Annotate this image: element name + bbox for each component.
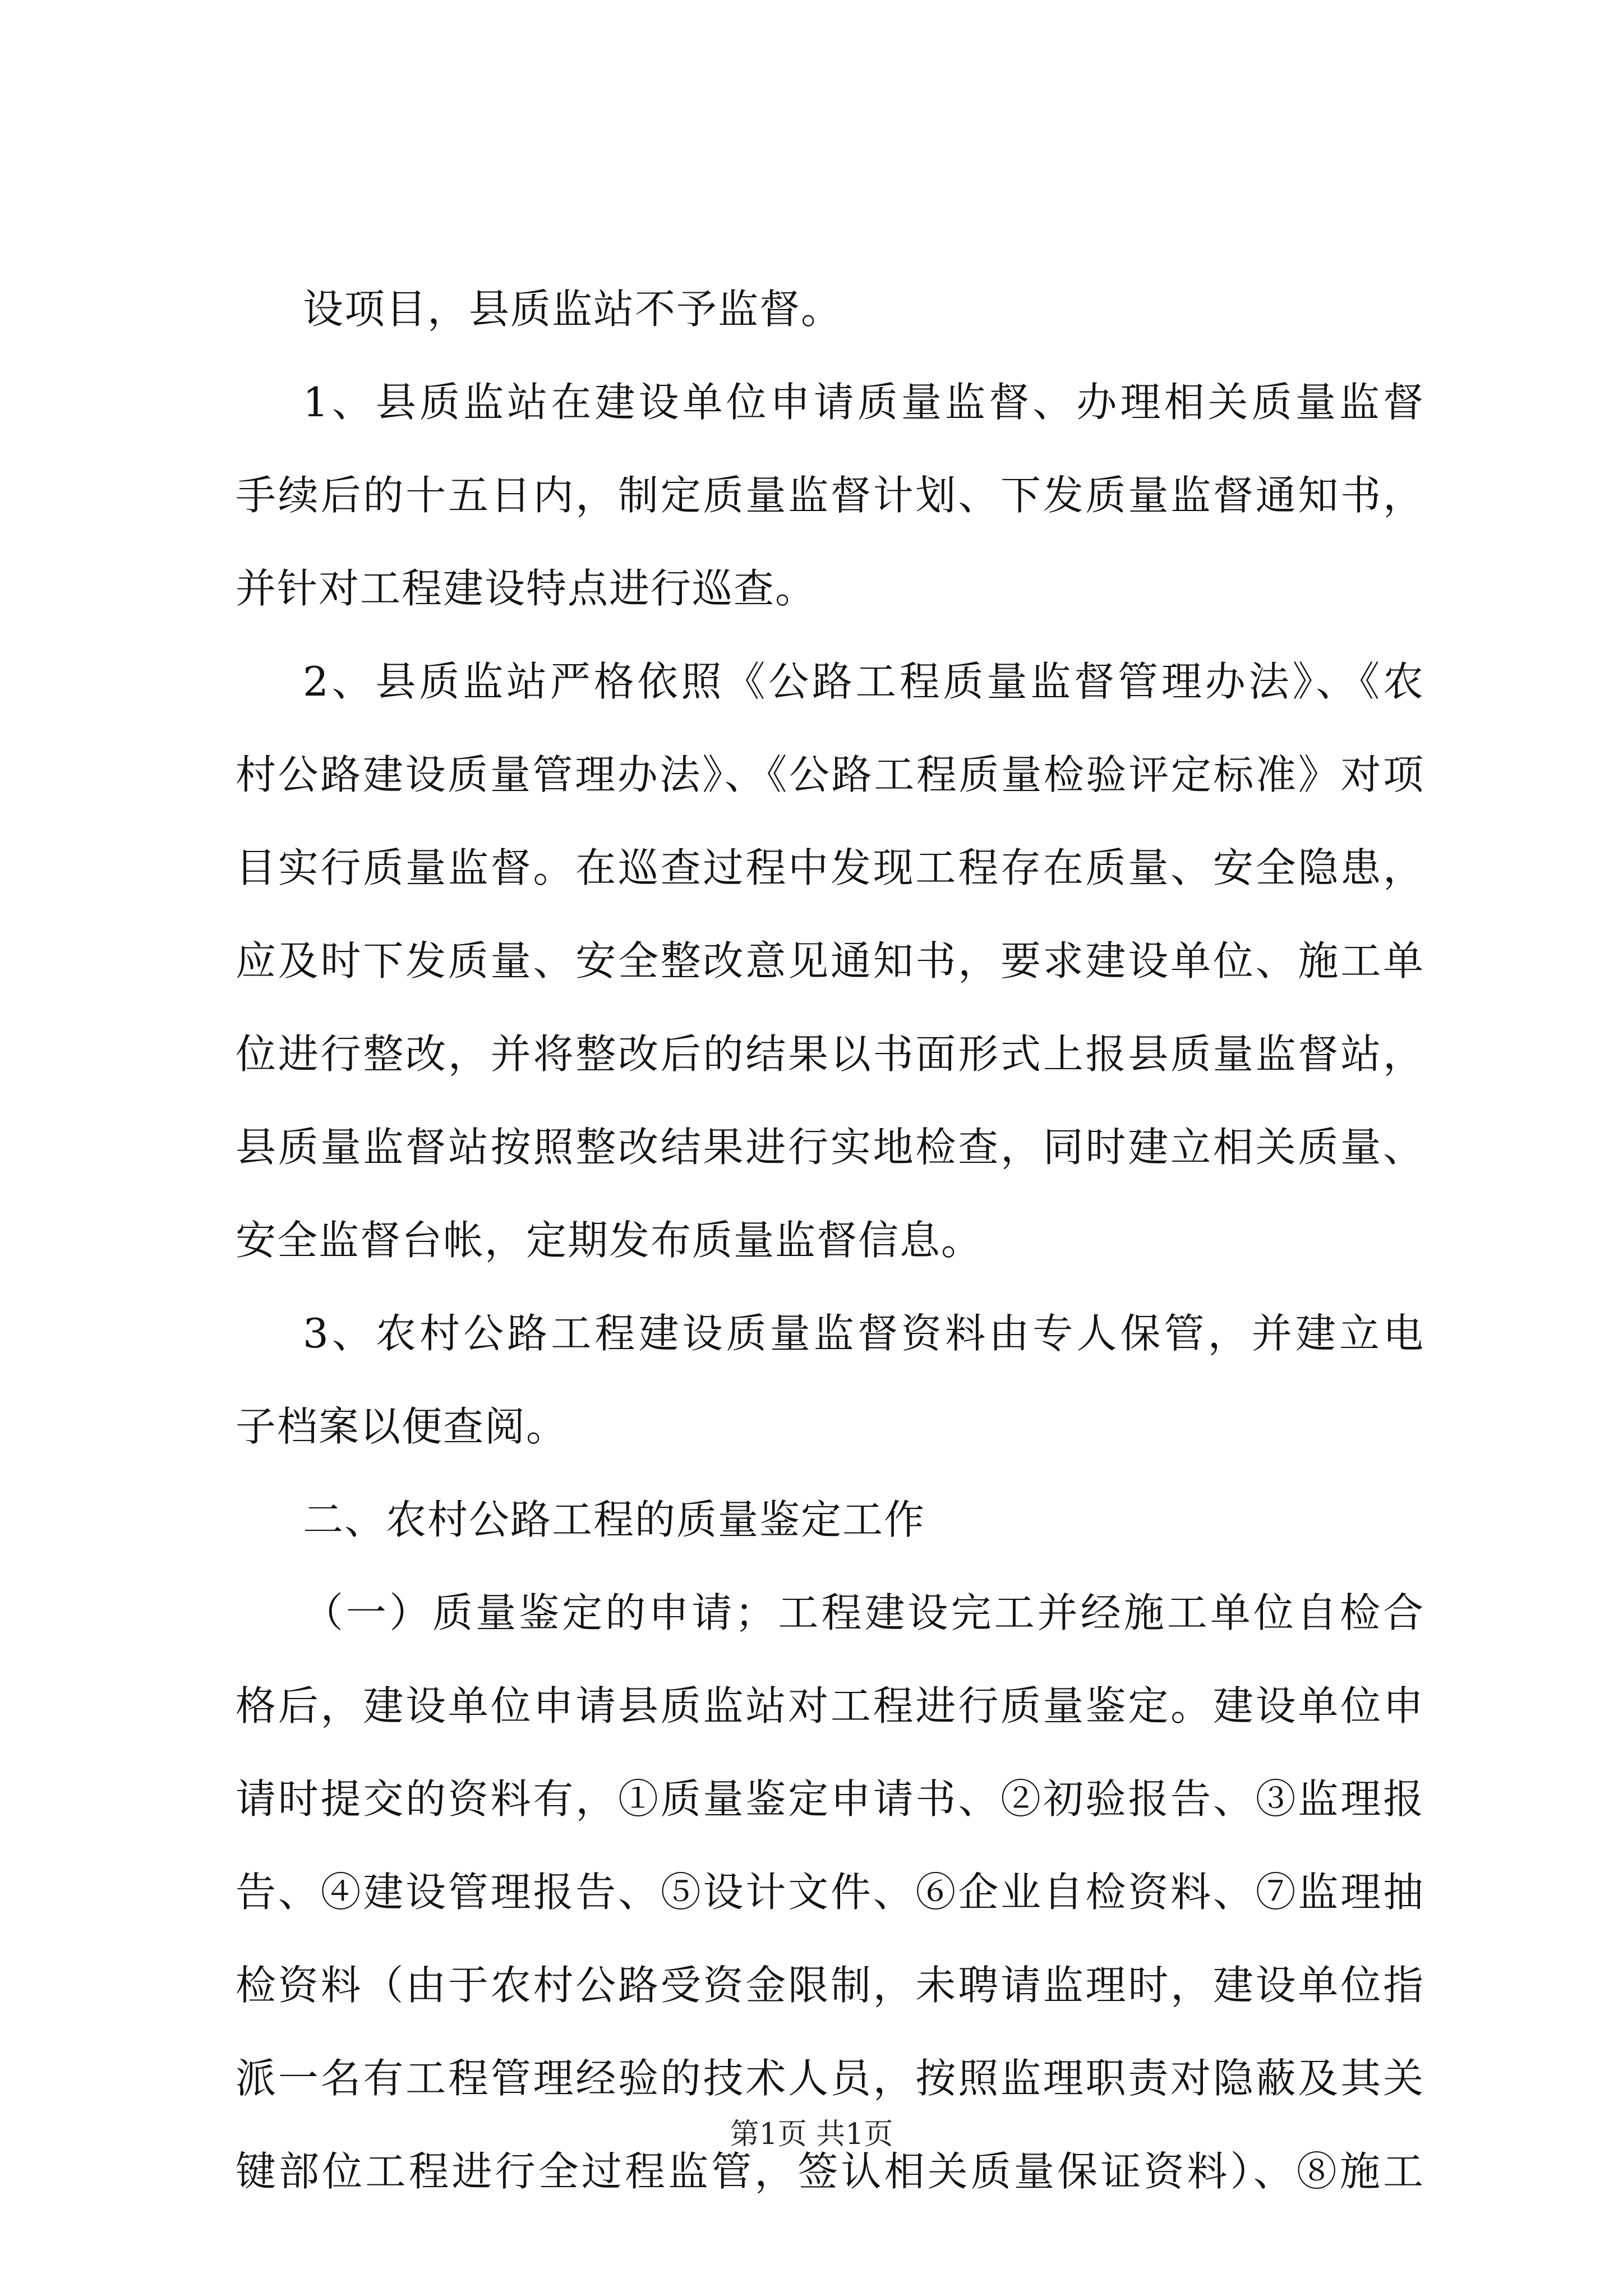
- text-line: 键部位工程进行全过程监管，签认相关质量保证资料）、⑧施工: [236, 2148, 1424, 2195]
- text-line: 安全监督台帐，定期发布质量监督信息。: [236, 1217, 983, 1264]
- text-line: （一）质量鉴定的申请；工程建设完工并经施工单位自检合: [303, 1589, 1424, 1636]
- text-line: 手续后的十五日内，制定质量监督计划、下发质量监督通知书，: [236, 472, 1424, 519]
- text-line: 1、县质监站在建设单位申请质量监督、办理相关质量监督: [303, 379, 1424, 426]
- text-line: 县质量监督站按照整改结果进行实地检查，同时建立相关质量、: [236, 1124, 1424, 1171]
- text-line: 请时提交的资料有，①质量鉴定申请书、②初验报告、③监理报: [236, 1775, 1424, 1823]
- page-footer: 第1页 共1页: [730, 2118, 893, 2151]
- text-line: 设项目，县质监站不予监督。: [303, 286, 843, 333]
- text-line: 3、农村公路工程建设质量监督资料由专人保管，并建立电: [303, 1310, 1424, 1357]
- text-line: 应及时下发质量、安全整改意见通知书，要求建设单位、施工单: [236, 937, 1424, 984]
- text-line: 子档案以便查阅。: [236, 1403, 568, 1450]
- text-line: 位进行整改，并将整改后的结果以书面形式上报县质量监督站，: [236, 1030, 1424, 1078]
- text-line: 格后，建设单位申请县质监站对工程进行质量鉴定。建设单位申: [236, 1682, 1424, 1729]
- text-line: 检资料（由于农村公路受资金限制，未聘请监理时，建设单位指: [236, 1962, 1424, 2009]
- text-line: 村公路建设质量管理办法》、《公路工程质量检验评定标准》对项: [236, 751, 1424, 798]
- text-line: 派一名有工程管理经验的技术人员，按照监理职责对隐蔽及其关: [236, 2055, 1424, 2102]
- text-line: 告、④建设管理报告、⑤设计文件、⑥企业自检资料、⑦监理抽: [236, 1869, 1424, 1916]
- section-heading: 二、农村公路工程的质量鉴定工作: [303, 1496, 926, 1543]
- text-line: 并针对工程建设特点进行巡查。: [236, 565, 817, 612]
- text-line: 目实行质量监督。在巡查过程中发现工程存在质量、安全隐患，: [236, 844, 1424, 891]
- document-body: [236, 263, 1424, 2218]
- text-line: 2、县质监站严格依照《公路工程质量监督管理办法》、《农: [303, 658, 1424, 705]
